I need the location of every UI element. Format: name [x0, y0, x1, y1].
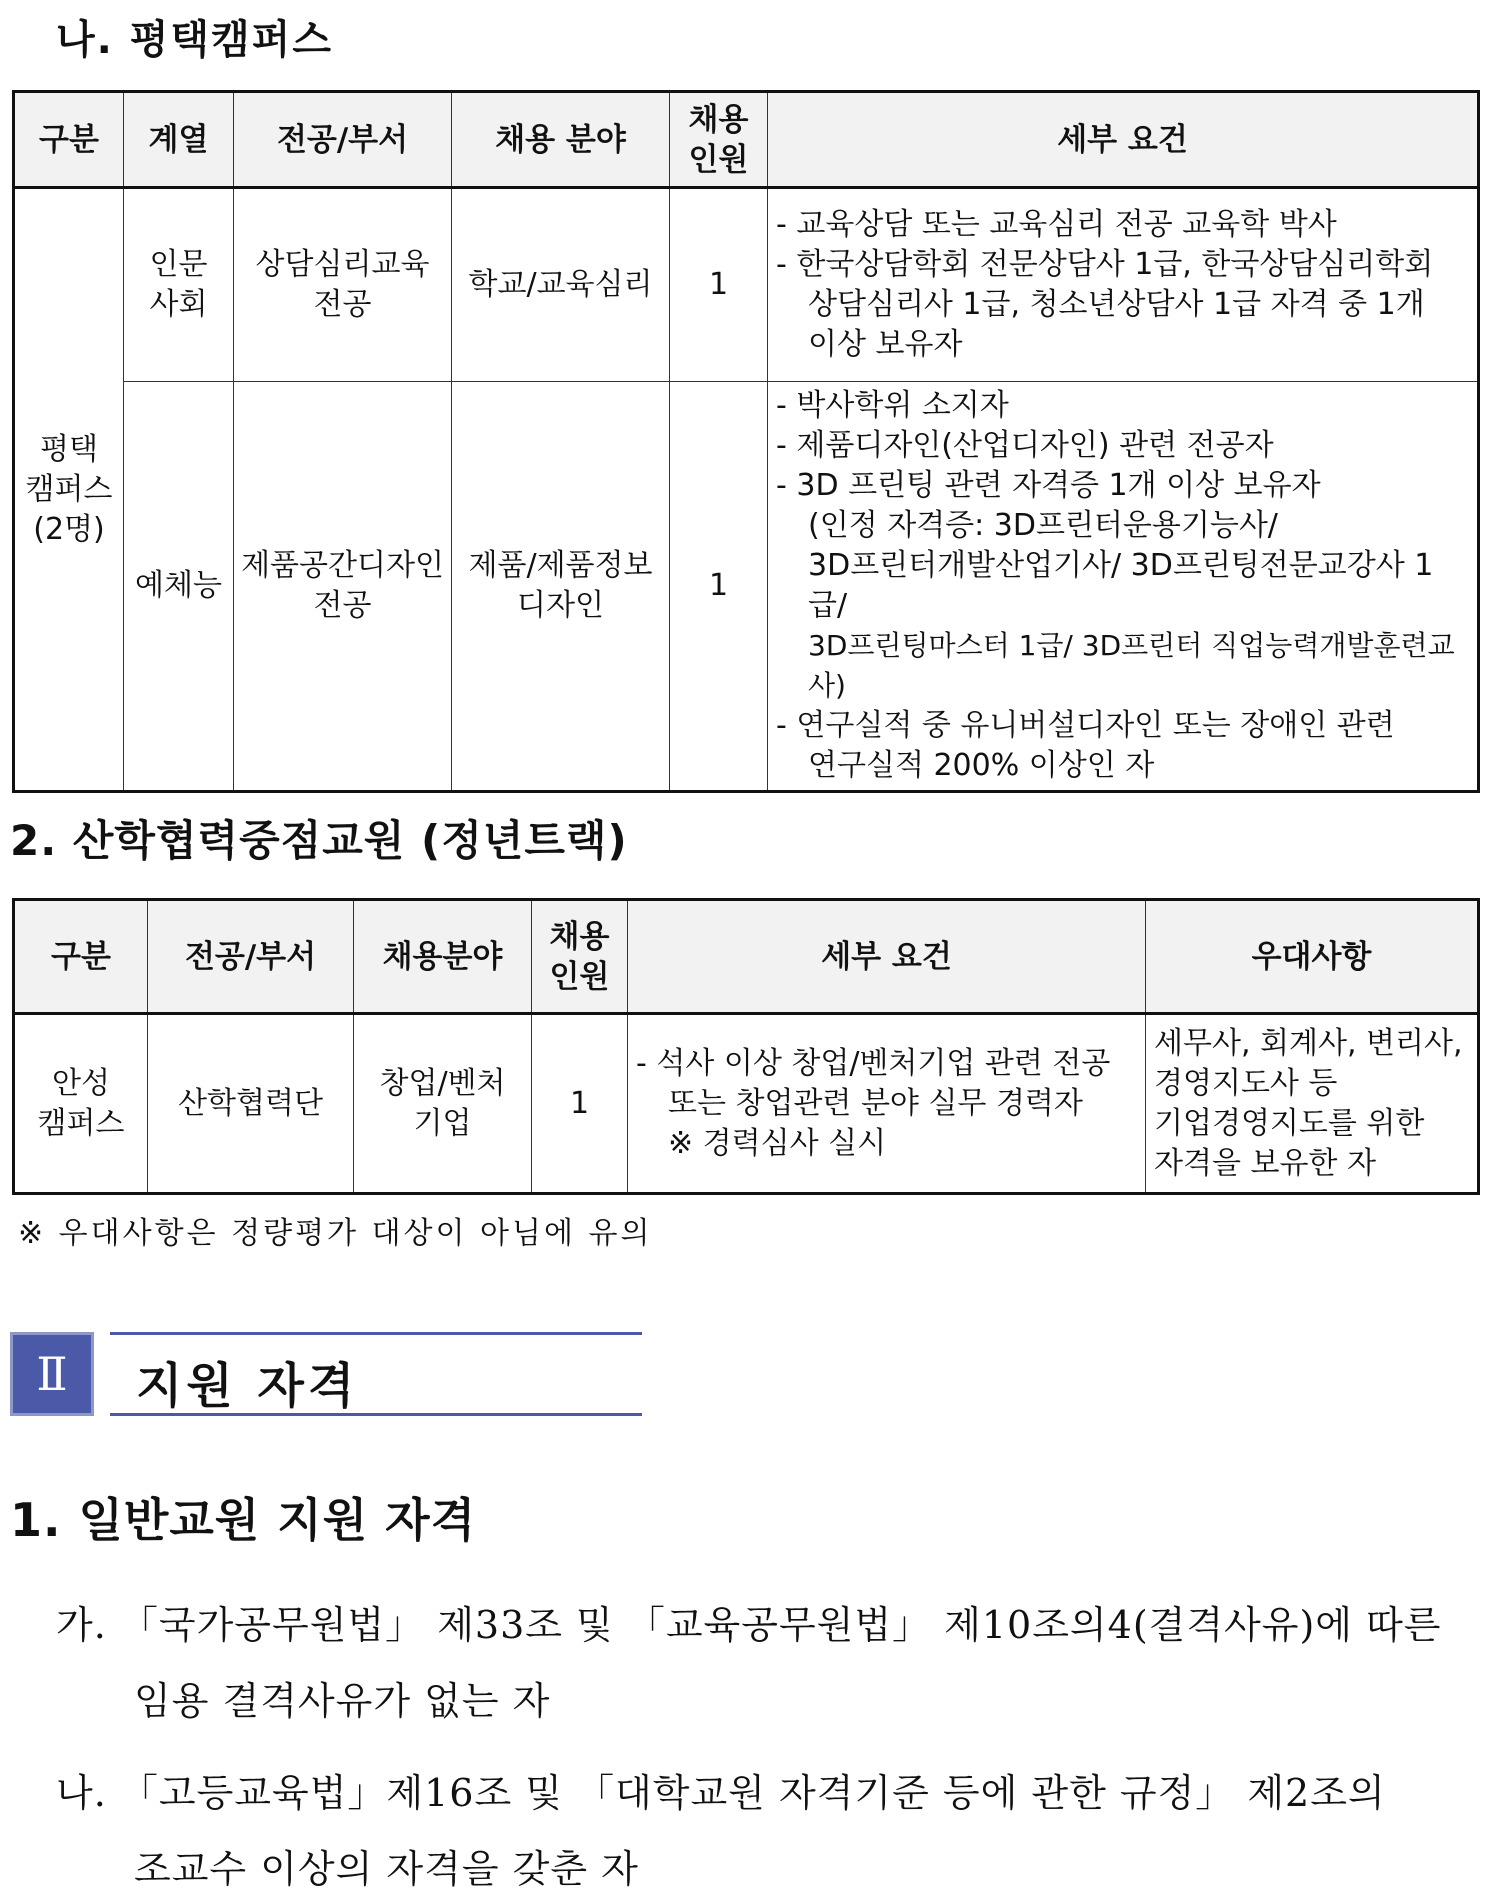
header-requirements: 세부 요건: [628, 900, 1146, 1014]
major-cell: 제품공간디자인 전공: [234, 382, 452, 792]
field-cell: 인문 사회: [124, 188, 234, 382]
requirements-cell: [628, 1014, 1146, 1194]
preference-note: ※ 우대사항은 정량평가 대상이 아님에 유의: [18, 1216, 653, 1251]
dept-cell: 산학협력단: [148, 1014, 354, 1194]
preference-line: 세무사, 회계사, 변리사,: [1154, 1025, 1463, 1061]
preference-cell: [1146, 1014, 1479, 1194]
section-numeral-badge: Ⅱ: [10, 1332, 94, 1416]
header-requirements: 세부 요건: [768, 92, 1479, 188]
requirement-continuation: 3D프린터개발산업기사/ 3D프린팅전문교강사 1급/: [808, 548, 1434, 623]
area-cell: 창업/벤처 기업: [354, 1014, 532, 1194]
major-cell: 상담심리교육 전공: [234, 188, 452, 382]
requirement-item: - 교육상담 또는 교육심리 전공 교육학 박사: [776, 207, 1337, 242]
requirement-item: - 연구실적 중 유니버설디자인 또는 장애인 관련: [776, 708, 1395, 743]
requirement-continuation: 또는 창업관련 분야 실무 경력자: [668, 1085, 1083, 1121]
header-major: 전공/부서: [234, 92, 452, 188]
requirement-item: - 한국상담학회 전문상담사 1급, 한국상담심리학회: [776, 247, 1434, 282]
requirement-continuation: 이상 보유자: [808, 327, 963, 362]
requirement-continuation: 상담심리사 1급, 청소년상담사 1급 자격 중 1개: [808, 287, 1425, 322]
field-cell: 예체능: [124, 382, 234, 792]
section-title: 지원 자격: [136, 1358, 359, 1414]
requirement-item: - 제품디자인(산업디자인) 관련 전공자: [776, 428, 1274, 463]
requirement-continuation: 연구실적 200% 이상인 자: [808, 748, 1155, 783]
requirements-cell: [768, 382, 1479, 792]
preference-line: 경영지도사 등: [1154, 1065, 1338, 1101]
subheading-pyeongtaek: 나. 평택캠퍼스: [56, 17, 333, 63]
count-cell: 1: [670, 188, 768, 382]
header-dept: 전공/부서: [148, 900, 354, 1014]
preference-line: 자격을 보유한 자: [1154, 1145, 1376, 1181]
paragraph-na-line2: 조교수 이상의 자격을 갖춘 자: [134, 1847, 639, 1891]
header-preference: 우대사항: [1146, 900, 1479, 1014]
header-count: 채용 인원: [670, 92, 768, 188]
header-field: 계열: [124, 92, 234, 188]
paragraph-ga-line1: 가. 「국가공무원법」 제33조 및 「교육공무원법」 제10조의4(결격사유)에 따른: [56, 1603, 1442, 1647]
header-area: 채용 분야: [452, 92, 670, 188]
paragraph-na-line1: 나. 「고등교육법」제16조 및 「대학교원 자격기준 등에 관한 규정」 제2조의: [56, 1771, 1386, 1815]
area-cell: 제품/제품정보 디자인: [452, 382, 670, 792]
heading-industry-professor: 2. 산학협력중점교원 (정년트랙): [10, 816, 628, 865]
header-area: 채용분야: [354, 900, 532, 1014]
requirement-note: ※ 경력심사 실시: [668, 1125, 887, 1161]
campus-cell: 안성 캠퍼스: [14, 1014, 148, 1194]
pyeongtaek-table: [12, 90, 1480, 793]
header-category: 구분: [14, 92, 124, 188]
campus-cell: 평택 캠퍼스 (2명): [14, 188, 124, 792]
count-cell: 1: [532, 1014, 628, 1194]
requirement-continuation: (인정 자격증: 3D프린터운용기능사/: [808, 508, 1278, 543]
area-cell: 학교/교육심리: [452, 188, 670, 382]
requirements-cell: [768, 188, 1479, 382]
requirement-item: - 석사 이상 창업/벤처기업 관련 전공: [636, 1045, 1111, 1081]
industry-table: [12, 898, 1480, 1195]
heading-general-qualification: 1. 일반교원 지원 자격: [10, 1493, 477, 1547]
requirement-item: - 박사학위 소지자: [776, 388, 1009, 423]
count-cell: 1: [670, 382, 768, 792]
paragraph-ga-line2: 임용 결격사유가 없는 자: [134, 1679, 551, 1723]
section-title-bar: [110, 1332, 642, 1416]
requirement-continuation: 3D프린팅마스터 1급/ 3D프린터 직업능력개발훈련교사): [808, 629, 1455, 702]
header-category: 구분: [14, 900, 148, 1014]
requirement-item: - 3D 프린팅 관련 자격증 1개 이상 보유자: [776, 468, 1321, 503]
preference-line: 기업경영지도를 위한: [1154, 1105, 1425, 1141]
header-count: 채용 인원: [532, 900, 628, 1014]
